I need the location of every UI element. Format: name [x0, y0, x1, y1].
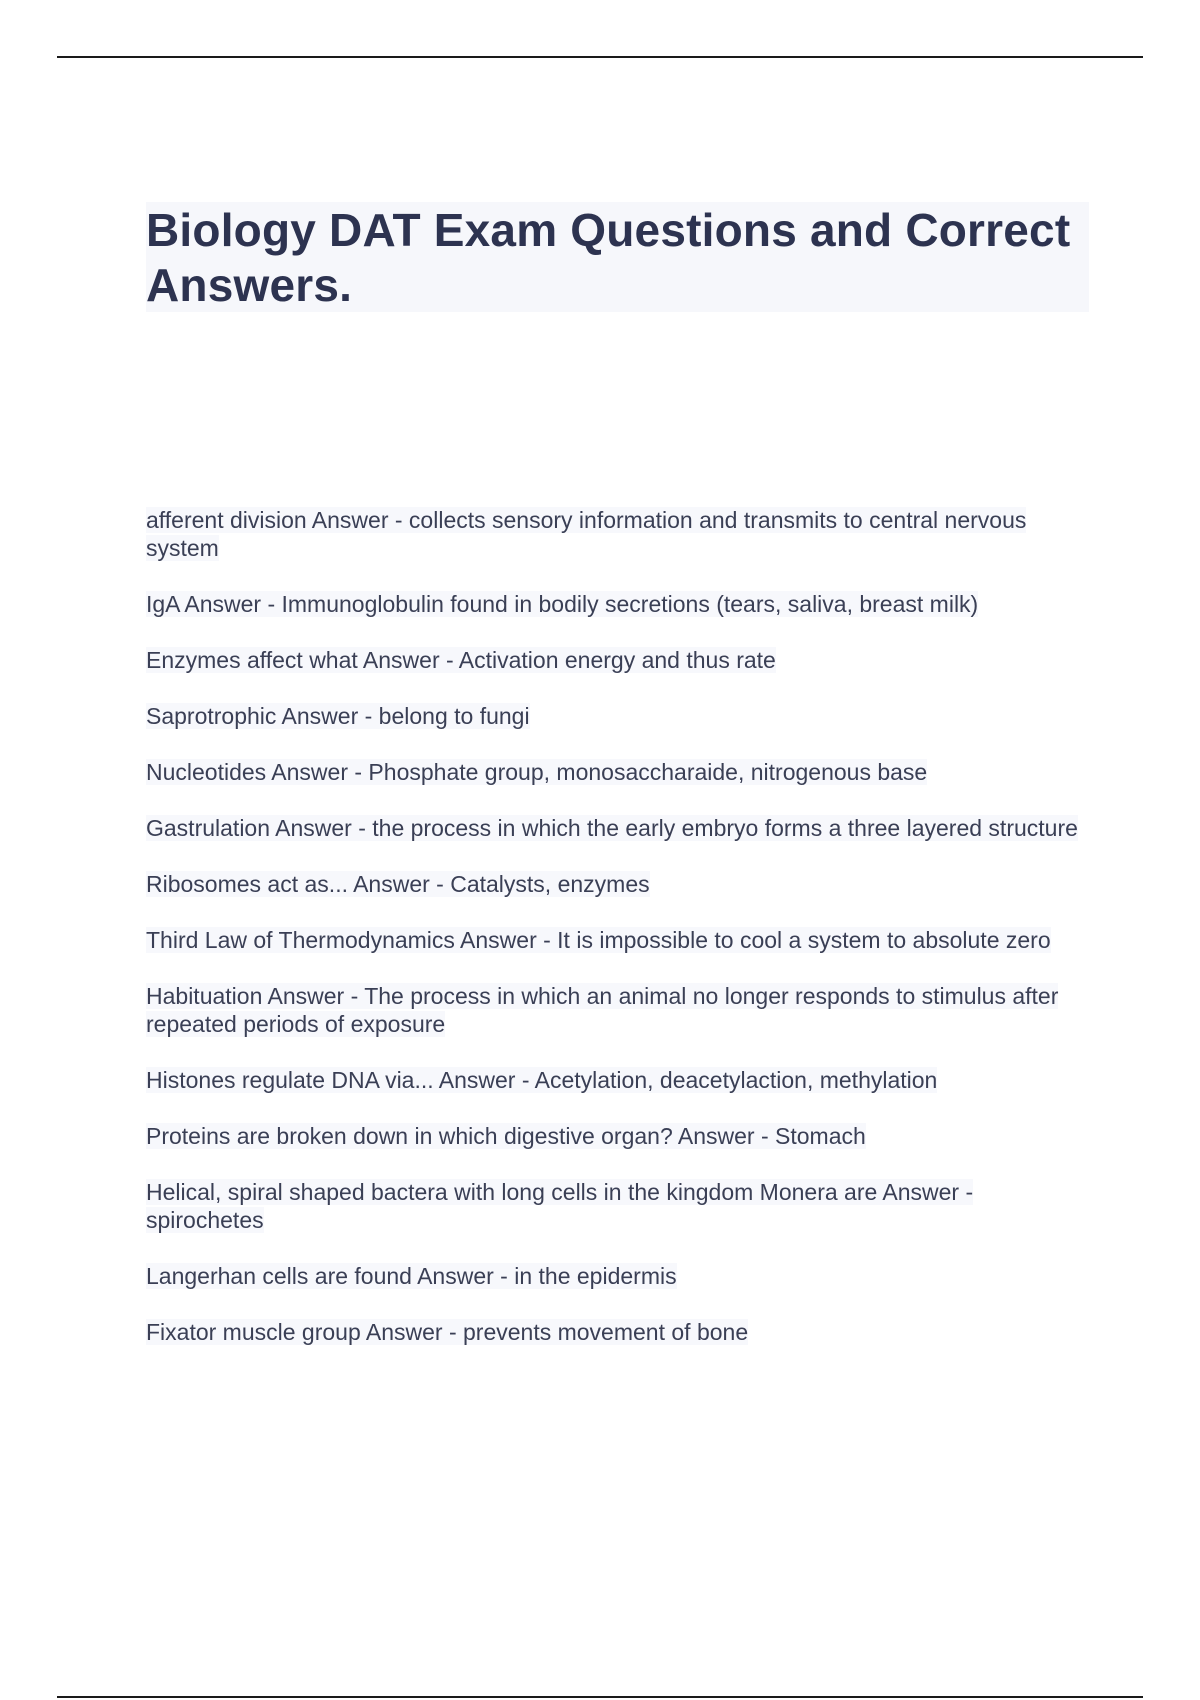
qa-text: Enzymes affect what Answer - Activation energy and thus rate: [146, 647, 776, 673]
qa-item: [146, 758, 1086, 786]
document-title: Biology DAT Exam Questions and Correct Answers.: [146, 204, 1071, 311]
qa-item: [146, 982, 1086, 1038]
qa-item: [146, 1262, 1086, 1290]
qa-text: Habituation Answer - The process in which an animal no longer responds to stimulus after repeated periods of exposure: [146, 983, 1059, 1037]
qa-item: [146, 506, 1086, 562]
qa-text: Third Law of Thermodynamics Answer - It is impossible to cool a system to absolute zero: [146, 927, 1051, 953]
qa-item: [146, 870, 1086, 898]
qa-item: [146, 1178, 1086, 1234]
qa-item: [146, 814, 1086, 842]
qa-item: [146, 1066, 1086, 1094]
qa-text: Ribosomes act as... Answer - Catalysts, enzymes: [146, 871, 650, 897]
qa-text: Helical, spiral shaped bactera with long cells in the kingdom Monera are Answer - spirochetes: [146, 1179, 974, 1233]
qa-text: Saprotrophic Answer - belong to fungi: [146, 703, 530, 729]
qa-list: [146, 506, 1086, 1374]
qa-text: Gastrulation Answer - the process in which the early embryo forms a three layered structure: [146, 815, 1078, 841]
qa-text: Proteins are broken down in which digestive organ? Answer - Stomach: [146, 1123, 866, 1149]
qa-text: Langerhan cells are found Answer - in the epidermis: [146, 1263, 677, 1289]
qa-text: Nucleotides Answer - Phosphate group, monosaccharaide, nitrogenous base: [146, 759, 928, 785]
qa-item: [146, 590, 1086, 618]
bottom-rule: [57, 1696, 1143, 1698]
qa-text: afferent division Answer - collects sensory information and transmits to central nervous system: [146, 507, 1027, 561]
qa-item: [146, 702, 1086, 730]
qa-item: [146, 1318, 1086, 1346]
qa-text: Fixator muscle group Answer - prevents movement of bone: [146, 1319, 749, 1345]
top-rule: [57, 56, 1143, 58]
qa-item: [146, 926, 1086, 954]
qa-item: [146, 1122, 1086, 1150]
qa-text: Histones regulate DNA via... Answer - Acetylation, deacetylaction, methylation: [146, 1067, 938, 1093]
title-block: [146, 202, 1089, 312]
qa-item: [146, 646, 1086, 674]
qa-text: IgA Answer - Immunoglobulin found in bodily secretions (tears, saliva, breast milk): [146, 591, 979, 617]
